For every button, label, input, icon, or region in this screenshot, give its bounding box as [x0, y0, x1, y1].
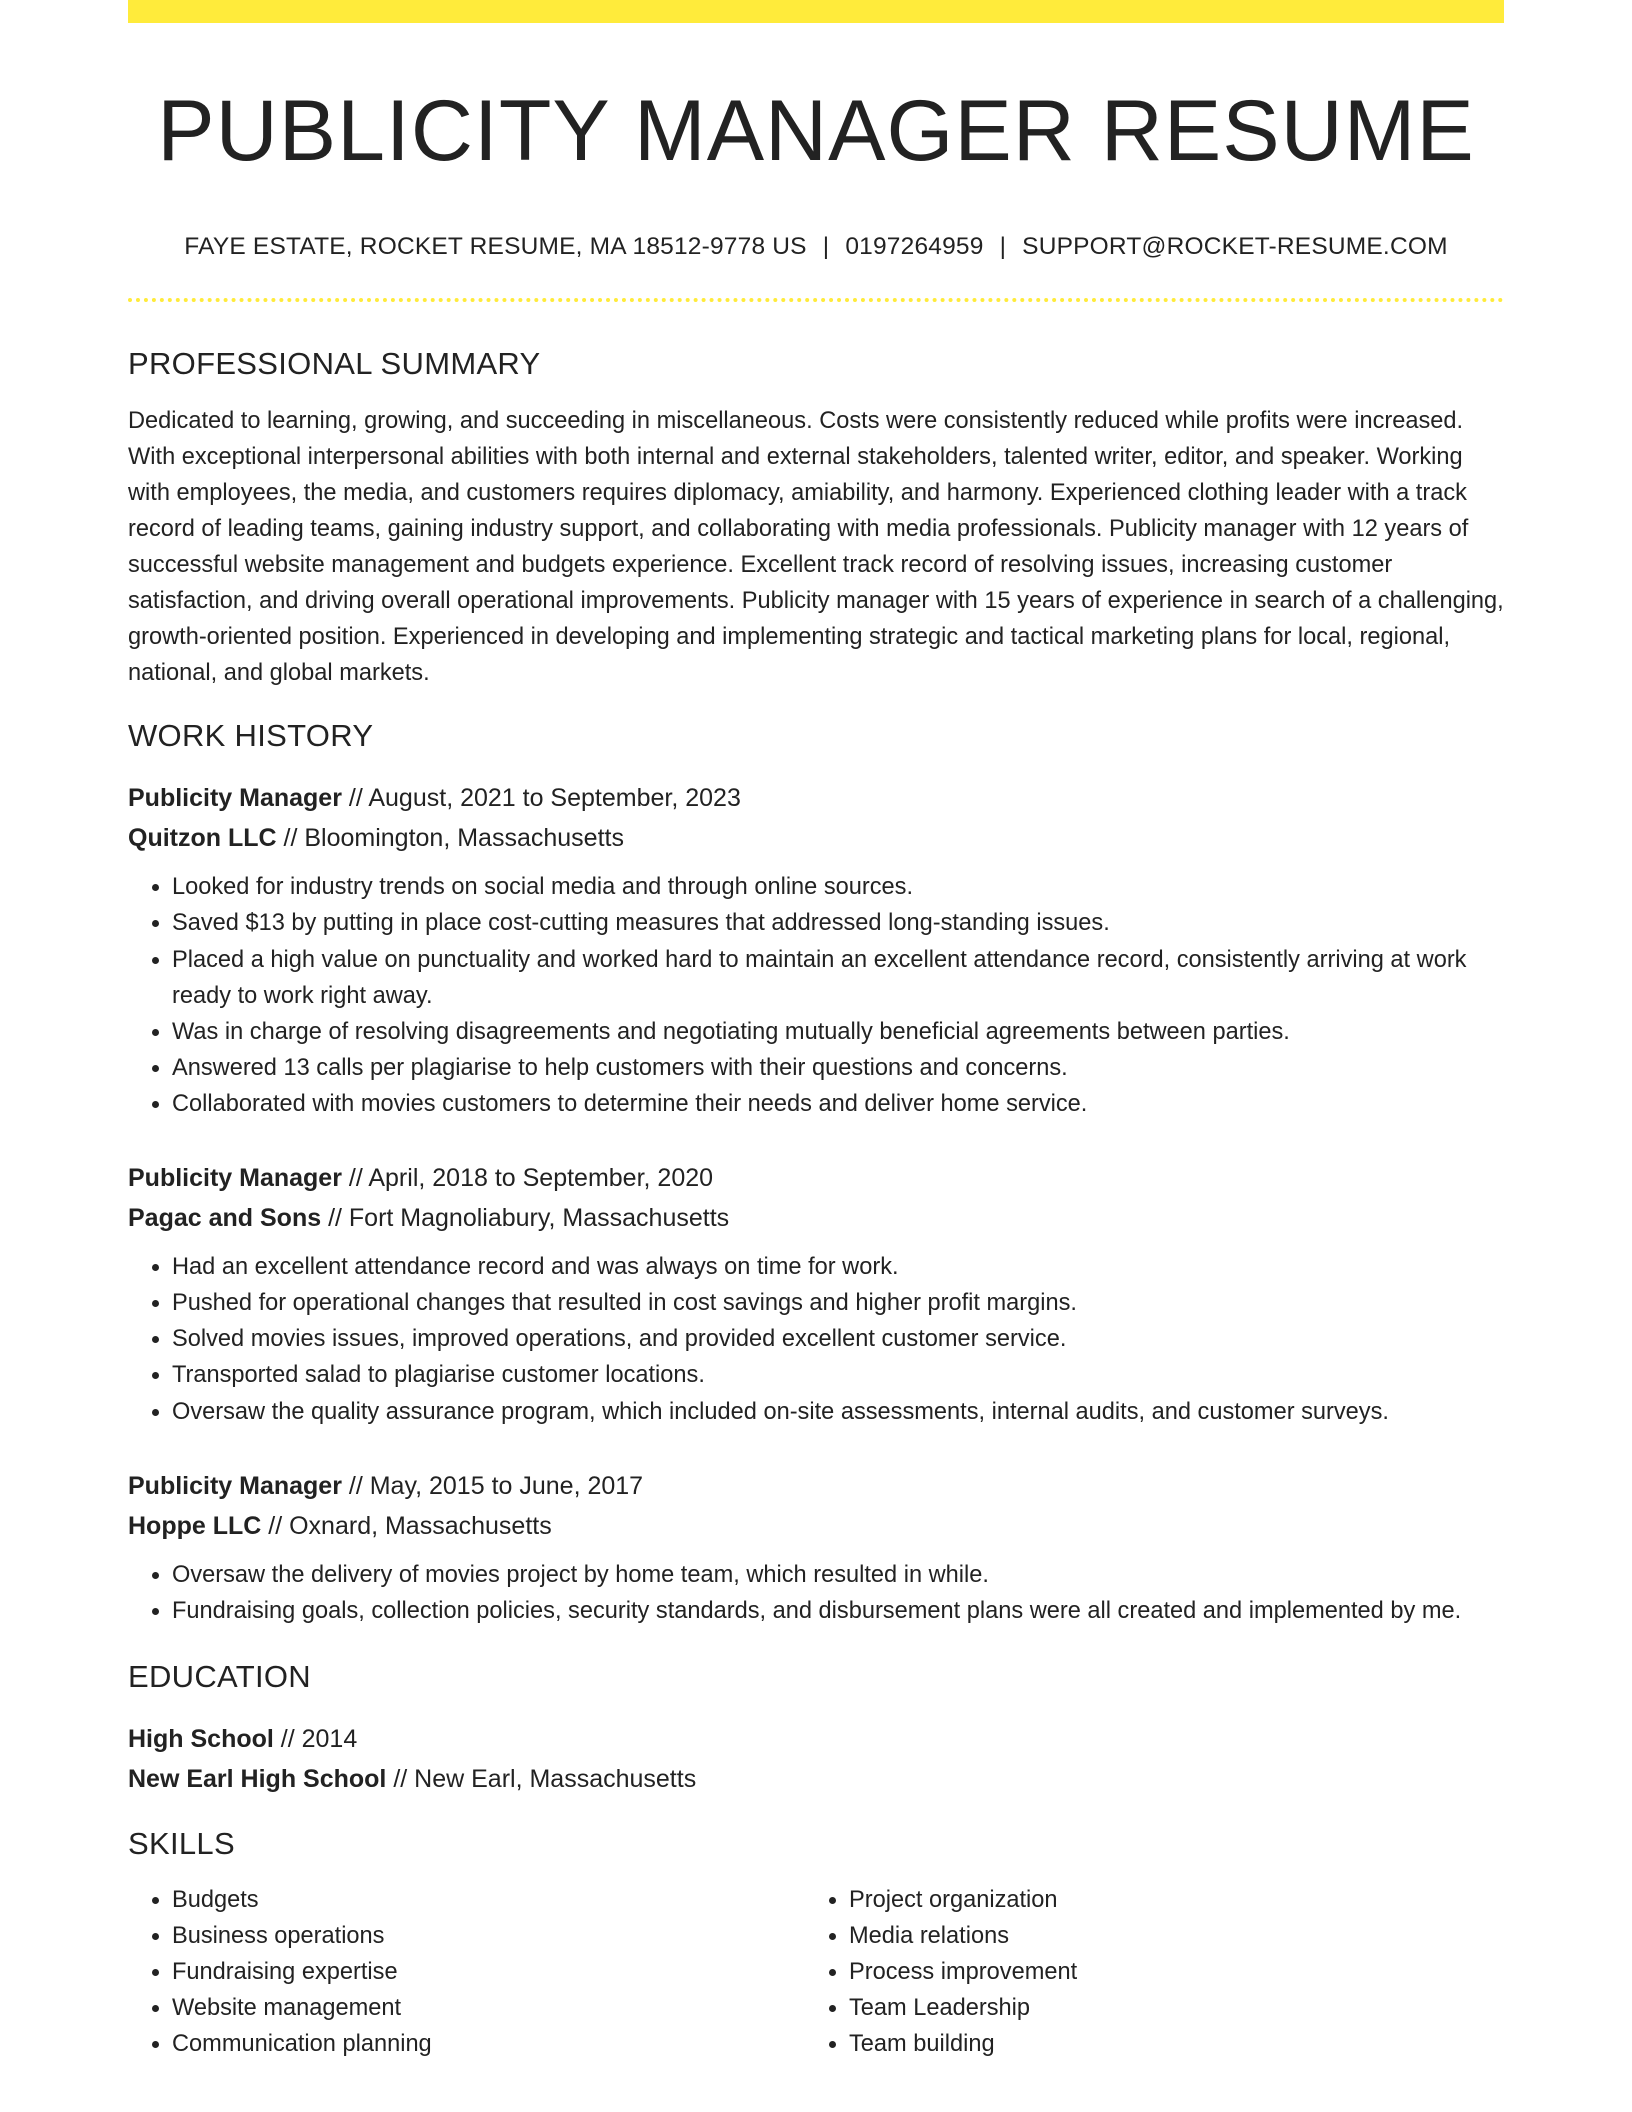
education-location: // New Earl, Massachusetts — [386, 1765, 697, 1794]
contact-email: SUPPORT@ROCKET-RESUME.COM — [1022, 233, 1448, 261]
top-accent-bar — [128, 0, 1504, 23]
education-heading: EDUCATION — [128, 1659, 311, 1695]
contact-line — [128, 232, 1504, 261]
skill-item: • Media relations — [849, 1918, 1482, 1954]
job-bullet: • Oversaw the delivery of movies project by home team, which resulted in while. — [172, 1557, 1504, 1593]
job-location: // Oxnard, Massachusetts — [261, 1512, 552, 1541]
summary-text: Dedicated to learning, growing, and succeeding in miscellaneous. Costs were consistently reduced while profits were increased. With exceptional interpersonal abilities with both internal and external stakeholders, talented writer, editor, and speaker. Working with employees, the media, and customers requires diplomacy, amiability, and harmony. Experienced clothing leader with a track record of leading teams, gaining industry support, and collaborating with media professionals. Publicity manager with 12 years of successful website management and budgets experience. Excellent track record of resolving issues, increasing customer satisfaction, and driving overall operational improvements. Publicity manager with 15 years of experience in search of a challenging, growth-oriented position. Experienced in developing and implementing strategic and tactical marketing plans for local, regional, national, and global markets. — [128, 407, 1504, 686]
skills-list-right — [805, 1882, 1482, 2062]
skill-item: • Business operations — [172, 1918, 805, 1954]
education-entry — [128, 1719, 1504, 1799]
job-location: // Bloomington, Massachusetts — [276, 824, 624, 853]
skill-item: • Process improvement — [849, 1954, 1482, 1990]
skill-item: • Team building — [849, 2026, 1482, 2062]
job-bullet: • Pushed for operational changes that resulted in cost savings and higher profit margins. — [172, 1285, 1504, 1321]
job-title-line — [128, 778, 1504, 818]
education-school: New Earl High School — [128, 1765, 387, 1794]
job-entry — [128, 778, 1504, 1122]
job-bullet: • Was in charge of resolving disagreements and negotiating mutually beneficial agreements between parties. — [172, 1014, 1504, 1050]
education-year: // 2014 — [273, 1725, 358, 1754]
job-title: Publicity Manager — [128, 1472, 342, 1501]
job-company: Quitzon LLC — [128, 824, 277, 853]
job-bullet: • Had an excellent attendance record and was always on time for work. — [172, 1249, 1504, 1285]
job-bullet: • Transported salad to plagiarise customer locations. — [172, 1357, 1504, 1393]
skills-heading: SKILLS — [128, 1826, 235, 1862]
job-dates: // May, 2015 to June, 2017 — [341, 1472, 644, 1501]
job-bullet: • Placed a high value on punctuality and worked hard to maintain an excellent attendance record, consistently arriving at work ready to work right away. — [172, 942, 1504, 1014]
job-bullet: • Looked for industry trends on social media and through online sources. — [172, 869, 1504, 905]
job-entry — [128, 1158, 1504, 1430]
job-title: Publicity Manager — [128, 784, 342, 813]
skills-list-left — [128, 1882, 805, 2062]
job-company-line — [128, 1198, 1504, 1238]
job-bullet: • Solved movies issues, improved operations, and provided excellent customer service. — [172, 1321, 1504, 1357]
skill-item: • Website management — [172, 1990, 805, 2026]
job-title: Publicity Manager — [128, 1164, 342, 1193]
job-entry — [128, 1466, 1504, 1629]
job-company-line — [128, 818, 1504, 858]
resume-page — [128, 0, 1504, 2062]
contact-separator: | — [822, 233, 830, 261]
skill-item: • Team Leadership — [849, 1990, 1482, 2026]
job-bullets — [128, 1249, 1504, 1430]
job-company: Hoppe LLC — [128, 1512, 262, 1541]
skill-item: • Fundraising expertise — [172, 1954, 805, 1990]
job-bullet: • Fundraising goals, collection policies, security standards, and disbursement plans were all created and implemented by me. — [172, 1593, 1504, 1629]
job-bullet: • Oversaw the quality assurance program, which included on-site assessments, internal audits, and customer surveys. — [172, 1394, 1504, 1430]
contact-phone: 0197264959 — [845, 233, 984, 261]
job-title-line — [128, 1466, 1504, 1506]
job-bullets — [128, 869, 1504, 1122]
job-dates: // August, 2021 to September, 2023 — [341, 784, 741, 813]
skill-item: • Project organization — [849, 1882, 1482, 1918]
education-degree: High School — [128, 1725, 274, 1754]
job-bullet: • Saved $13 by putting in place cost-cutting measures that addressed long-standing issues. — [172, 905, 1504, 941]
job-location: // Fort Magnoliabury, Massachusetts — [321, 1204, 730, 1233]
job-bullet: • Collaborated with movies customers to determine their needs and deliver home service. — [172, 1086, 1504, 1122]
skill-item: • Budgets — [172, 1882, 805, 1918]
contact-address: FAYE ESTATE, ROCKET RESUME, MA 18512-9778 US — [184, 233, 807, 261]
contact-separator: | — [999, 233, 1007, 261]
education-school-line — [128, 1759, 1504, 1799]
education-degree-line — [128, 1719, 1504, 1759]
job-company: Pagac and Sons — [128, 1204, 322, 1233]
job-bullet: • Answered 13 calls per plagiarise to help customers with their questions and concerns. — [172, 1050, 1504, 1086]
job-title-line — [128, 1158, 1504, 1198]
work-history-heading: WORK HISTORY — [128, 717, 374, 753]
skill-item: • Communication planning — [172, 2026, 805, 2062]
job-company-line — [128, 1506, 1504, 1546]
job-bullets — [128, 1557, 1504, 1629]
header-divider — [128, 298, 1504, 302]
resume-title: PUBLICITY MANAGER RESUME — [157, 83, 1475, 179]
skills-columns — [128, 1882, 1504, 2062]
summary-heading: PROFESSIONAL SUMMARY — [128, 345, 541, 381]
job-dates: // April, 2018 to September, 2020 — [341, 1164, 714, 1193]
